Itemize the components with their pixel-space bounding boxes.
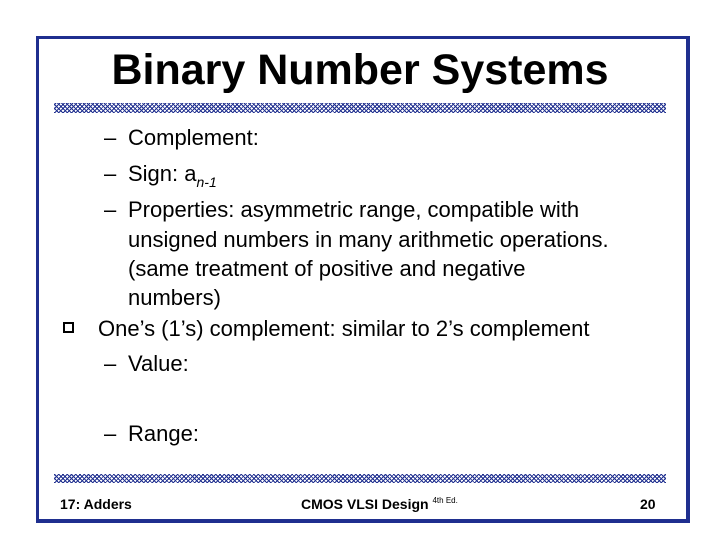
list-item [104,125,259,151]
item-text: Properties: asymmetric range, compatible with [128,197,580,222]
list-item [104,421,199,447]
square-bullet-icon [63,322,74,333]
title-divider [54,103,666,113]
dash-marker: – [104,161,117,186]
footer-center [301,495,458,513]
item-text: Value: [128,351,189,376]
slide-title: Binary Number Systems [111,46,609,94]
list-item [104,197,580,223]
footer-course: CMOS VLSI Design [301,496,429,512]
item-text [128,161,217,189]
dash-marker: – [104,351,117,376]
page-number: 20 [640,496,656,512]
list-item [104,161,217,190]
item-text-continued: (same treatment of positive and negative [128,256,526,281]
dash-marker: – [104,125,117,150]
bullet-item-text: One’s (1’s) complement: similar to 2’s complement [98,316,590,341]
list-item [104,351,189,377]
footer-edition: 4th Ed. [432,496,458,505]
item-text-continued: numbers) [128,285,221,310]
item-text: Range: [128,421,199,446]
item-text-main: Sign: a [128,161,197,186]
dash-marker: – [104,421,117,446]
footer-divider [54,474,666,483]
subscript: n-1 [196,174,217,190]
dash-marker: – [104,197,117,222]
footer-left: 17: Adders [60,496,132,512]
item-text-continued: unsigned numbers in many arithmetic operations. [128,227,609,252]
item-text: Complement: [128,125,259,150]
